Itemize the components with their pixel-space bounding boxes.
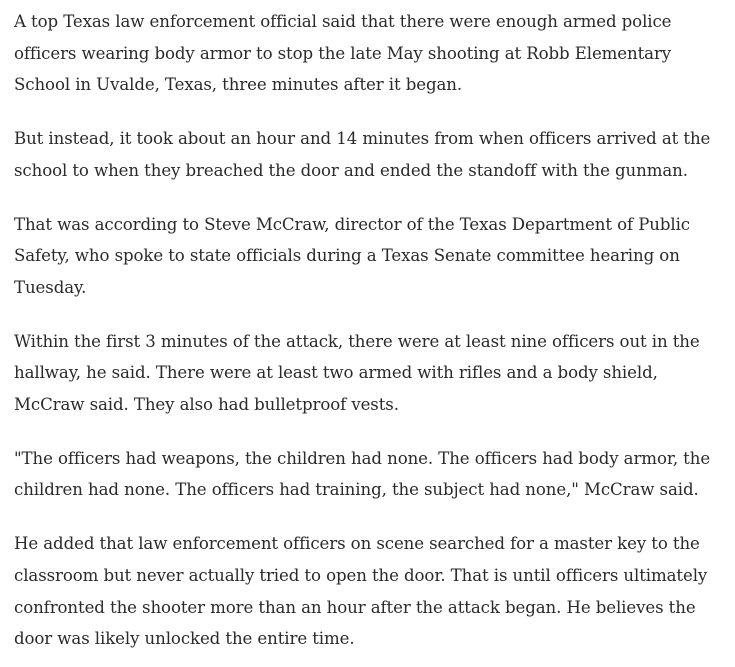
article-paragraph-4: Within the first 3 minutes of the attack, there were at least nine officers out in the hallway, he said. There were at least two armed with rifles and a body shield, McCraw said. They also had bulletproof vests.: [14, 331, 700, 415]
article-paragraph-6: He added that law enforcement officers on scene searched for a master key to the classroom but never actually tried to open the door. That is until officers ultimately confronted the shooter more than an hour after the attack began. He believes the door was likely unlocked the entire time.: [14, 534, 708, 649]
article-paragraph-5: "The officers had weapons, the children had none. The officers had body armor, the children had none. The officers had training, the subject had none," McCraw said.: [14, 448, 711, 500]
article-paragraph-2: But instead, it took about an hour and 14 minutes from when officers arrived at the school to when they breached the door and ended the standoff with the gunman.: [14, 129, 711, 180]
article-paragraph-3: That was according to Steve McCraw, director of the Texas Department of Public Safety, who spoke to state officials during a Texas Senate committee hearing on Tuesday.: [14, 214, 690, 297]
article-paragraph-1: A top Texas law enforcement official said that there were enough armed police officers wearing body armor to stop the late May shooting at Robb Elementary School in Uvalde, Texas, three minutes after it began.: [14, 12, 672, 95]
